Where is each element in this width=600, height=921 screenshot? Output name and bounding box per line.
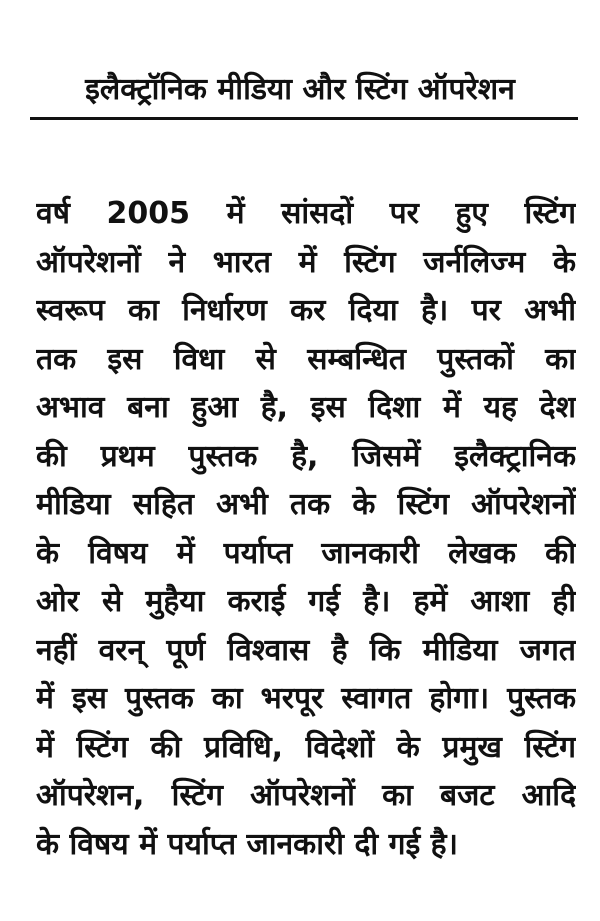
body-line: के विषय में पर्याप्त जानकारी लेखक की [36, 535, 576, 571]
body-line: में स्टिंग की प्रविधि, विदेशों के प्रमुख स्टिंग [36, 729, 576, 765]
body-line: ओर से मुहैया कराई गई है। हमें आशा ही [36, 584, 576, 619]
title-underline [30, 117, 578, 120]
page-title: इलैक्ट्रॉनिक मीडिया और स्टिंग ऑपरेशन [85, 72, 515, 107]
body-line: वर्ष 2005 में सांसदों पर हुए स्टिंग [36, 196, 576, 231]
body-line: के विषय में पर्याप्त जानकारी दी गई है। [36, 826, 458, 862]
body-line: मीडिया सहित अभी तक के स्टिंग ऑपरेशनों [36, 487, 576, 522]
body-paragraph [36, 190, 576, 869]
body-line: तक इस विधा से सम्बन्धित पुस्तकों का [36, 341, 576, 377]
body-line: ऑपरेशन, स्टिंग ऑपरेशनों का बजट आदि [36, 778, 576, 813]
body-line: की प्रथम पुस्तक है, जिसमें इलैक्ट्रानिक [36, 438, 576, 474]
body-line: स्वरूप का निर्धारण कर दिया है। पर अभी [36, 293, 576, 328]
body-line: में इस पुस्तक का भरपूर स्वागत होगा। पुस्तक [36, 681, 576, 716]
body-line: ऑपरेशनों ने भारत में स्टिंग जर्नलिज्म के [36, 244, 576, 280]
body-line: नहीं वरन् पूर्ण विश्वास है कि मीडिया जगत [36, 632, 576, 668]
body-line: अभाव बना हुआ है, इस दिशा में यह देश [36, 390, 576, 425]
